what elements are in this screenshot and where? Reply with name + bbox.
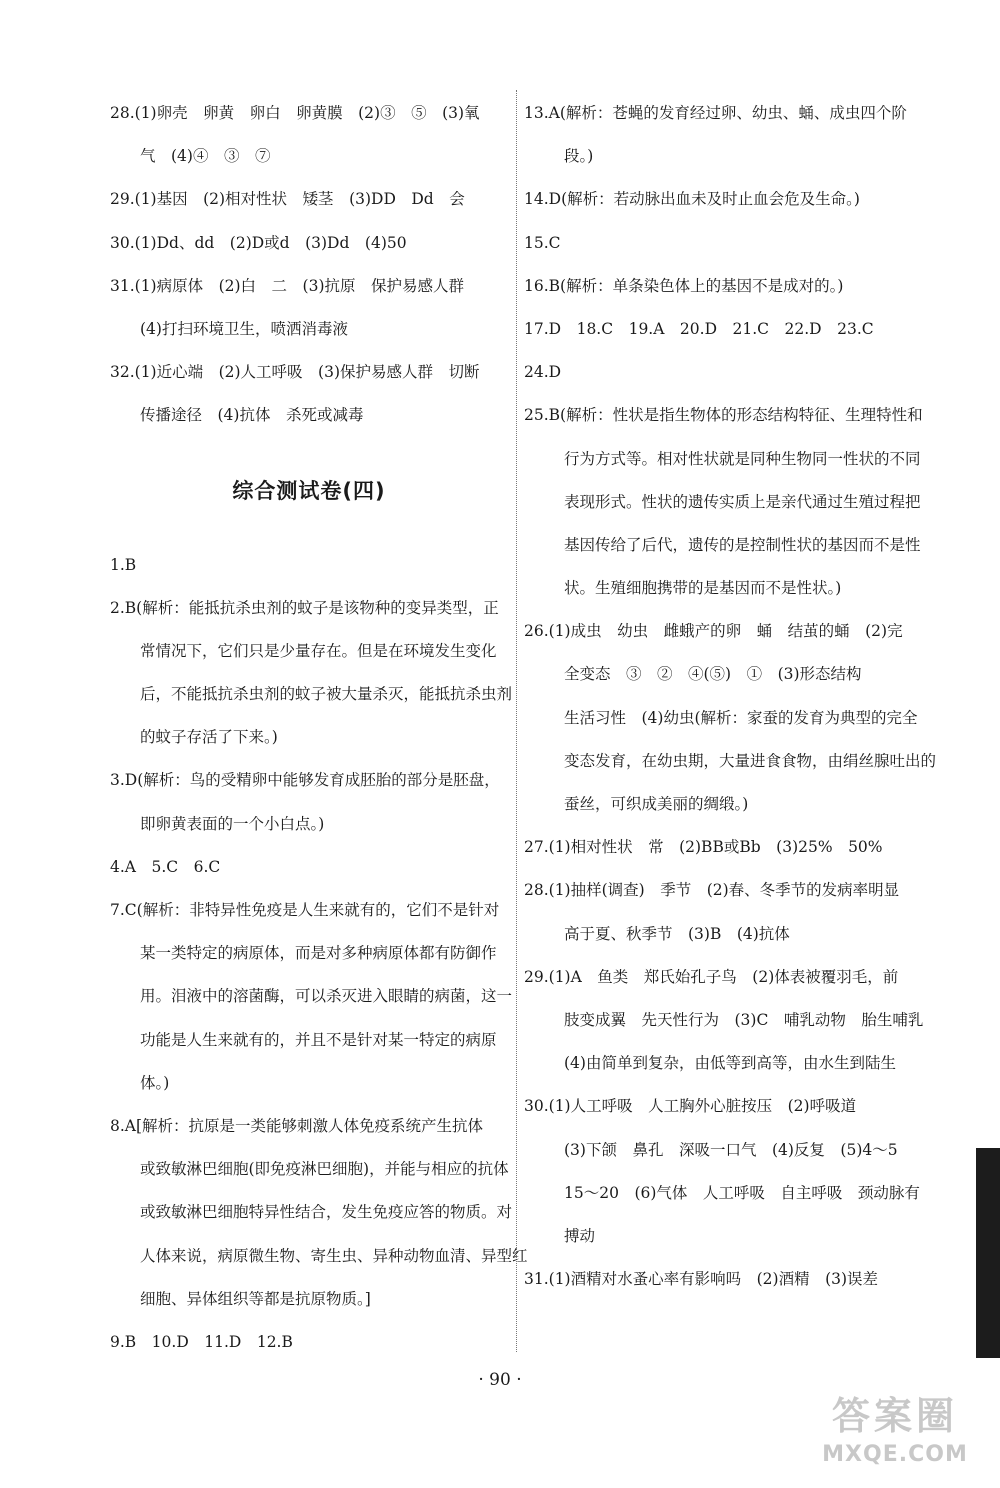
answer-line: 的蚊子存活了下来。) bbox=[140, 728, 278, 747]
answer-line: 30.(1)Dd、dd (2)D或d (3)Dd (4)50 bbox=[110, 233, 407, 252]
left-column bbox=[110, 92, 528, 1364]
answer-line: 体。) bbox=[140, 1073, 170, 1092]
answer-line: 1.B bbox=[110, 555, 137, 574]
answer-line: 表现形式。性状的遗传实质上是亲代通过生殖过程把 bbox=[564, 492, 921, 511]
answer-line: 2.B(解析：能抵抗杀虫剂的蚊子是该物种的变异类型，正 bbox=[110, 598, 499, 617]
right-column bbox=[524, 92, 936, 1301]
answer-line: 状。生殖细胞携带的是基因而不是性状。) bbox=[564, 579, 842, 598]
answer-line: 29.(1)基因 (2)相对性状 矮茎 (3)DD Dd 会 bbox=[110, 190, 465, 209]
answer-line: 16.B(解析：单条染色体上的基因不是成对的。) bbox=[524, 276, 844, 295]
answer-line: 8.A[解析：抗原是一类能够刺激人体免疫系统产生抗体 bbox=[110, 1116, 484, 1135]
answer-line: 13.A(解析：苍蝇的发育经过卵、幼虫、蛹、成虫四个阶 bbox=[524, 104, 907, 122]
answer-line: 28.(1)抽样(调查) 季节 (2)春、冬季节的发病率明显 bbox=[524, 881, 900, 900]
answer-line: 29.(1)A 鱼类 郑氏始孔子鸟 (2)体表被覆羽毛，前 bbox=[524, 967, 899, 986]
answer-line: 26.(1)成虫 幼虫 雌蛾产的卵 蛹 结茧的蛹 (2)完 bbox=[524, 622, 903, 641]
answer-line: 4.A 5.C 6.C bbox=[110, 857, 221, 876]
answer-line: 24.D bbox=[524, 363, 562, 382]
page-edge-shadow bbox=[976, 1148, 1000, 1358]
answer-line: 15～20 (6)气体 人工呼吸 自主呼吸 颈动脉有 bbox=[564, 1183, 920, 1202]
column-divider bbox=[516, 90, 517, 1352]
watermark-logo bbox=[800, 1392, 990, 1478]
answers-block-right bbox=[524, 92, 936, 1301]
answer-line: 传播途径 (4)抗体 杀死或减毒 bbox=[140, 406, 364, 425]
answer-line: 31.(1)病原体 (2)白 二 (3)抗原 保护易感人群 bbox=[110, 276, 465, 295]
answer-line: 段。) bbox=[564, 147, 594, 166]
answer-line: 32.(1)近心端 (2)人工呼吸 (3)保护易感人群 切断 bbox=[110, 363, 480, 382]
page-number: · 90 · bbox=[478, 1370, 522, 1390]
answer-line: (4)打扫环境卫生，喷洒消毒液 bbox=[140, 319, 348, 338]
answer-line: 30.(1)人工呼吸 人工胸外心脏按压 (2)呼吸道 bbox=[524, 1097, 857, 1116]
answer-line: 细胞、异体组织等都是抗原物质。] bbox=[140, 1289, 371, 1308]
answer-line: 3.D(解析：鸟的受精卵中能够发育成胚胎的部分是胚盘， bbox=[110, 771, 500, 790]
answer-line: 即卵黄表面的一个小白点。) bbox=[140, 814, 325, 833]
answer-line: 25.B(解析：性状是指生物体的形态结构特征、生理特性和 bbox=[524, 406, 923, 425]
answer-line: 基因传给了后代，遗传的是控制性状的基因而不是性 bbox=[564, 535, 921, 554]
answer-line: 17.D 18.C 19.A 20.D 21.C 22.D 23.C bbox=[524, 319, 874, 338]
answer-line: 功能是人生来就有的，并且不是针对某一特定的病原 bbox=[140, 1030, 497, 1049]
answer-line: 某一类特定的病原体，而是对多种病原体都有防御作 bbox=[140, 944, 497, 963]
answer-line: 全变态 ③ ② ④(⑤) ① (3)形态结构 bbox=[564, 665, 862, 684]
section-title: 综合测试卷(四) bbox=[232, 478, 386, 503]
answer-line: (4)由简单到复杂，由低等到高等，由水生到陆生 bbox=[564, 1054, 896, 1073]
answer-line: 15.C bbox=[524, 233, 561, 252]
answer-line: 变态发育，在幼虫期，大量进食食物，由绢丝腺吐出的 bbox=[564, 751, 937, 770]
watermark-logo-text: 答案圈 bbox=[831, 1394, 958, 1438]
answer-line: 9.B 10.D 11.D 12.B bbox=[110, 1332, 293, 1351]
answer-line: 气 (4)④ ③ ⑦ bbox=[140, 147, 271, 166]
answer-line: (3)下颌 鼻孔 深吸一口气 (4)反复 (5)4～5 bbox=[564, 1140, 898, 1159]
answer-line: 常情况下，它们只是少量存在。但是在环境发生变化 bbox=[140, 641, 497, 660]
answer-line: 搏动 bbox=[564, 1226, 596, 1245]
answer-line: 或致敏淋巴细胞(即免疫淋巴细胞)，并能与相应的抗体 bbox=[140, 1160, 509, 1179]
answer-line: 28.(1)卵壳 卵黄 卵白 卵黄膜 (2)③ ⑤ (3)氧 bbox=[110, 104, 480, 122]
answer-line: 生活习性 (4)幼虫(解析：家蚕的发育为典型的完全 bbox=[564, 708, 918, 727]
answer-line: 7.C(解析：非特异性免疫是人生来就有的，它们不是针对 bbox=[110, 901, 500, 919]
answer-line: 蚕丝，可织成美丽的绸缎。) bbox=[564, 795, 749, 813]
answer-line: 31.(1)酒精对水蚤心率有影响吗 (2)酒精 (3)误差 bbox=[524, 1270, 879, 1289]
answer-line: 或致敏淋巴细胞特异性结合，发生免疫应答的物质。对 bbox=[140, 1203, 513, 1222]
answer-line: 行为方式等。相对性状就是同种生物同一性状的不同 bbox=[564, 449, 921, 468]
watermark-site-text: MXQE.COM bbox=[822, 1442, 968, 1467]
answer-line: 后，不能抵抗杀虫剂的蚊子被大量杀灭，能抵抗杀虫剂 bbox=[140, 685, 513, 704]
answers-block-bottom bbox=[110, 544, 528, 1365]
answers-block-top bbox=[110, 92, 508, 438]
answer-line: 27.(1)相对性状 常 (2)BB或Bb (3)25% 50% bbox=[524, 838, 883, 857]
answer-line: 用。泪液中的溶菌酶，可以杀灭进入眼睛的病菌，这一 bbox=[140, 987, 513, 1006]
answer-line: 人体来说，病原微生物、寄生虫、异种动物血清、异型红 bbox=[140, 1246, 528, 1265]
answer-line: 14.D(解析：若动脉出血未及时止血会危及生命。) bbox=[524, 190, 860, 209]
answer-line: 肢变成翼 先天性行为 (3)C 哺乳动物 胎生哺乳 bbox=[564, 1010, 924, 1029]
answer-line: 高于夏、秋季节 (3)B (4)抗体 bbox=[564, 924, 790, 943]
